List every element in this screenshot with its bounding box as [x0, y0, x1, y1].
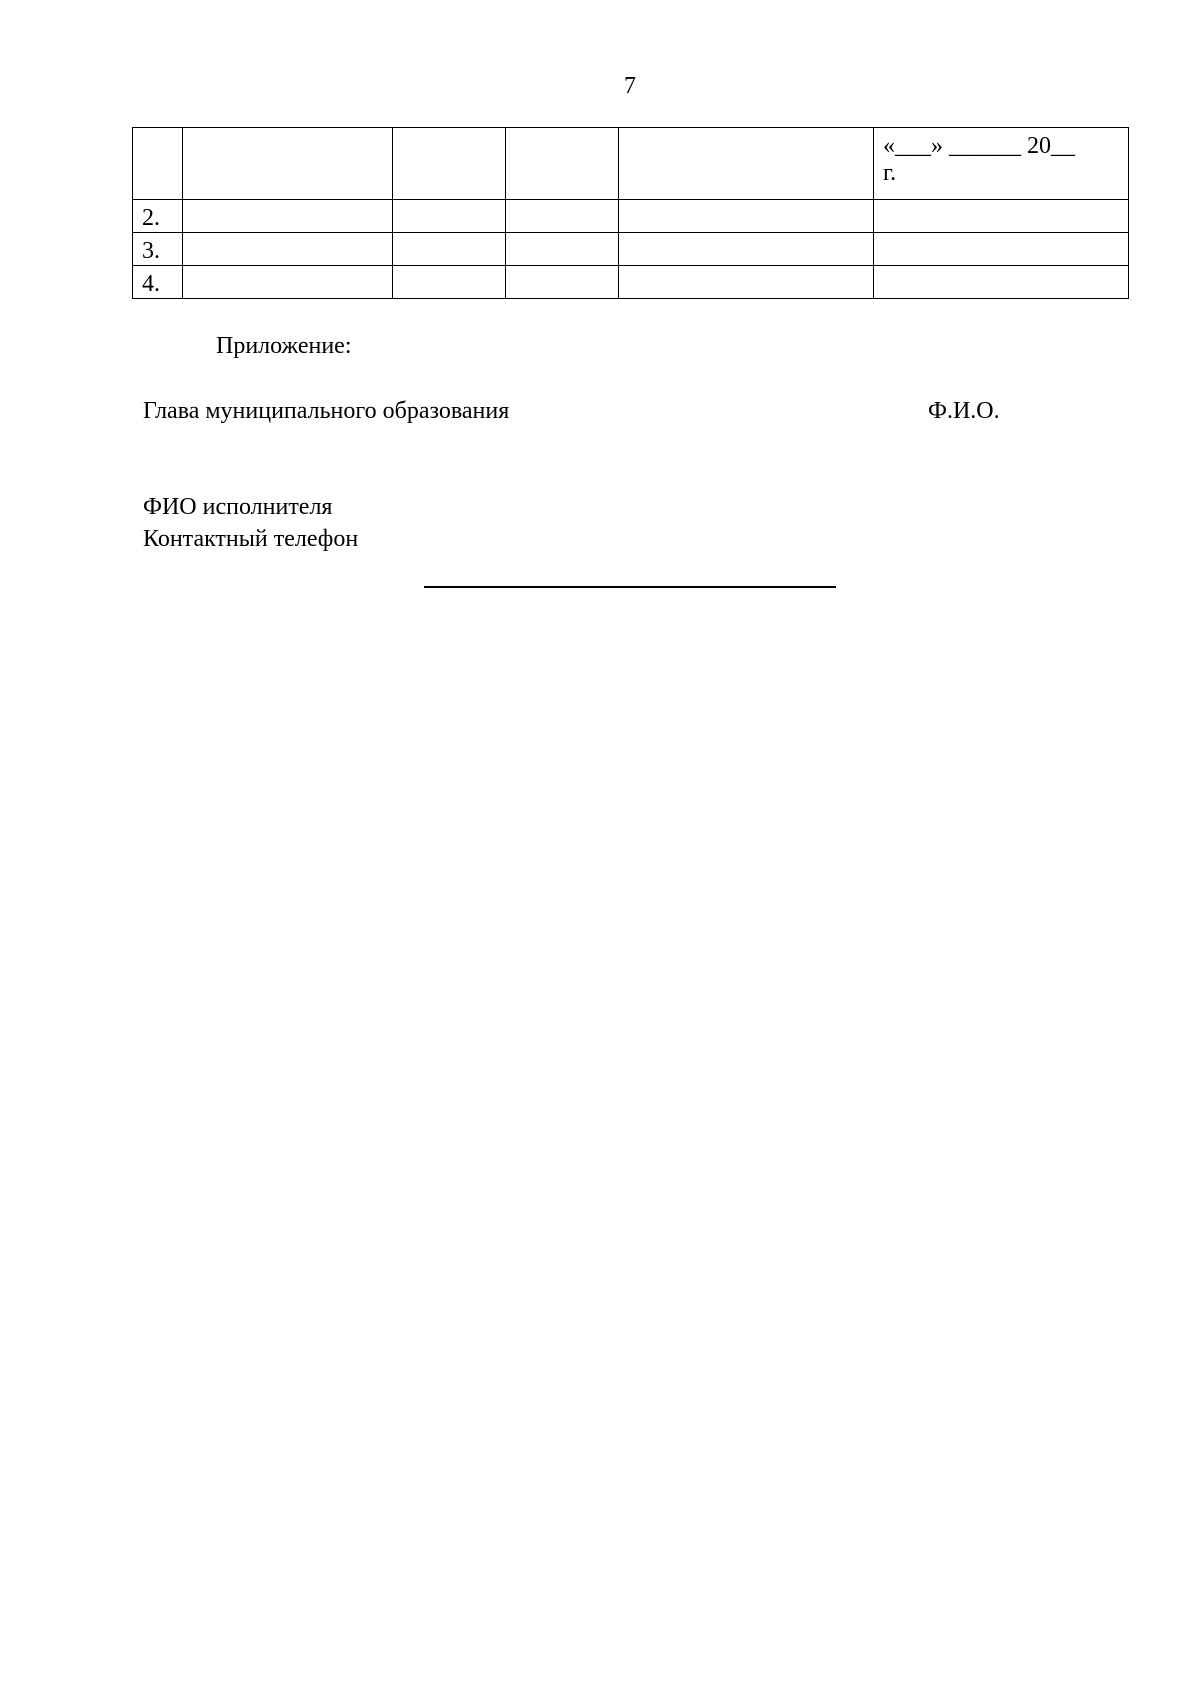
table-cell — [874, 233, 1129, 266]
table-cell — [619, 200, 874, 233]
executor-label: ФИО исполнителя — [143, 494, 333, 520]
table-cell — [183, 200, 393, 233]
table-row — [133, 266, 1129, 299]
table-cell — [183, 233, 393, 266]
table-cell — [874, 200, 1129, 233]
table-cell-date — [874, 128, 1129, 200]
appendix-label: Приложение: — [216, 333, 352, 359]
table-cell — [183, 266, 393, 299]
table-cell — [393, 233, 506, 266]
report-table — [132, 127, 1129, 299]
signature-line — [424, 586, 836, 588]
table-cell — [874, 266, 1129, 299]
table-cell — [506, 266, 619, 299]
table-row — [133, 200, 1129, 233]
table-cell-number: 3. — [133, 233, 183, 266]
table-cell — [506, 233, 619, 266]
date-year-suffix: г. — [883, 160, 897, 186]
table-cell-number — [133, 128, 183, 200]
table-cell — [393, 200, 506, 233]
table-cell — [619, 128, 874, 200]
head-title: Глава муниципального образования — [143, 398, 510, 424]
table-cell-number: 2. — [133, 200, 183, 233]
table-cell-number: 4. — [133, 266, 183, 299]
table-cell — [619, 266, 874, 299]
table-row — [133, 233, 1129, 266]
table-cell — [393, 128, 506, 200]
table-cell — [506, 200, 619, 233]
date-placeholder: «___» ______ 20__ — [883, 133, 1075, 159]
table-cell — [619, 233, 874, 266]
table-row — [133, 128, 1129, 200]
page-number: 7 — [624, 73, 636, 99]
table-cell — [393, 266, 506, 299]
table-cell — [183, 128, 393, 200]
head-fio: Ф.И.О. — [928, 398, 1000, 424]
phone-label: Контактный телефон — [143, 526, 359, 552]
table-cell — [506, 128, 619, 200]
